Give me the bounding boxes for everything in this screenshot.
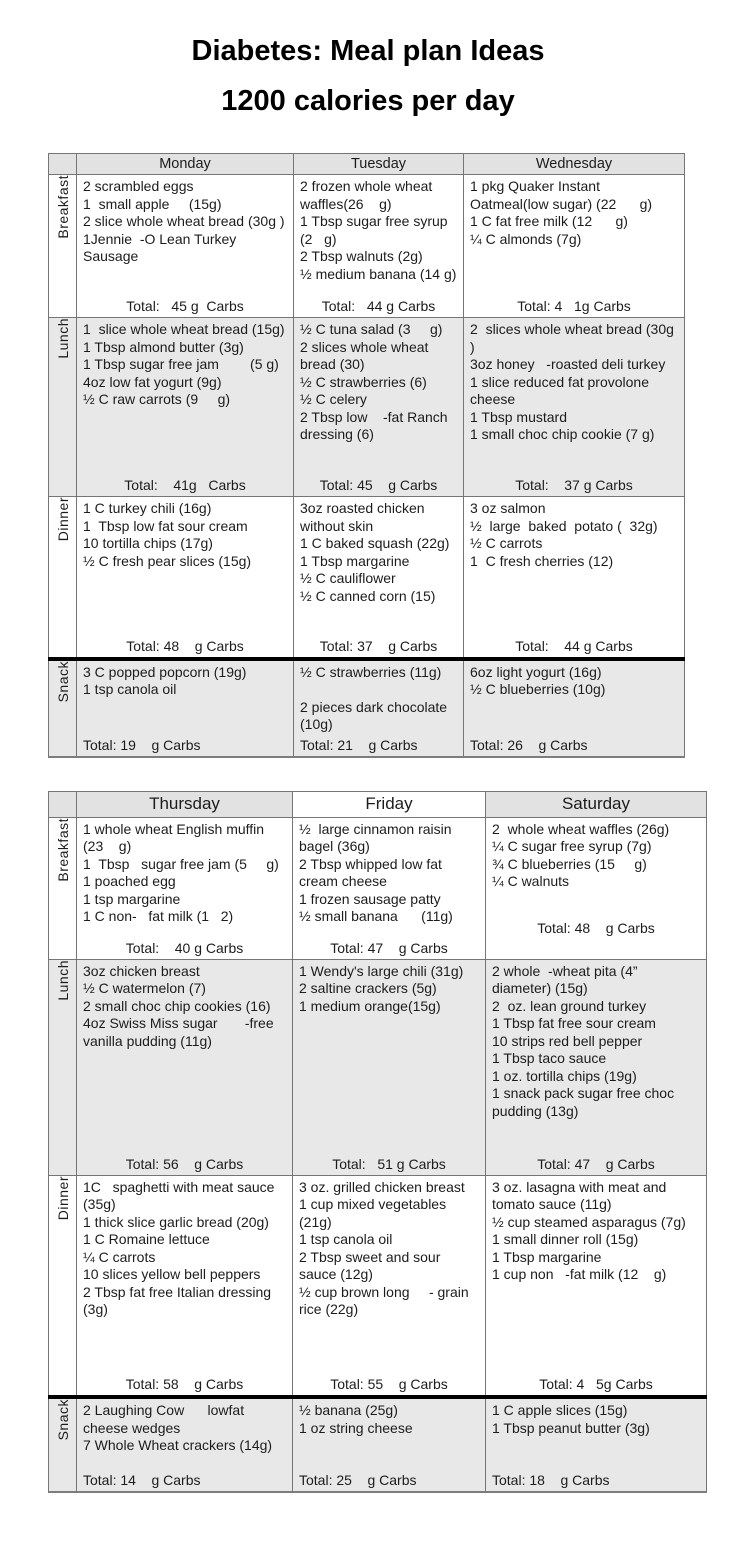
snack-row [49,659,685,757]
lunch-row [49,959,707,1175]
day-header-monday: Monday [77,154,294,175]
snack-row-label [49,1397,77,1492]
meal-items: 3 oz salmon ½ large baked potato ( 32g) ½ C carrots 1 C fresh cherries (12) [470,500,658,569]
carb-total: Total: 21 g Carbs [300,736,418,753]
cell-snack-tuesday [294,659,464,757]
meal-label-text: Lunch [54,318,71,359]
cell-breakfast-friday [293,817,486,959]
carb-total: Total: 37 g Carbs [319,637,438,654]
day-header-friday: Friday [293,791,486,817]
carb-total: Total: 41g Carbs [124,477,246,493]
meal-label-text: Snack [54,660,71,702]
carb-total: Total: 14 g Carbs [83,1472,201,1488]
carb-total: Total: 25 g Carbs [299,1472,417,1488]
meal-items: 2 slices whole wheat bread (30g ) 3oz honey -roasted deli turkey 1 slice reduced fat provolone cheese 1 Tbsp mustard 1 small choc chip cookie (7 g) [470,321,674,442]
meal-items: 1 whole wheat English muffin (23 g) 1 Tbsp sugar free jam (5 g) 1 poached egg 1 tsp margarine 1 C non- fat milk (1 2) [83,820,279,924]
meal-items: 2 scrambled eggs 1 small apple (15g) 2 slice whole wheat bread (30g ) 1Jennie -O Lean Turkey Sausage [83,178,285,264]
lunch-row [49,318,685,497]
carb-total: Total: 47 g Carbs [330,939,448,956]
cell-dinner-saturday [486,1175,707,1397]
cell-lunch-thursday [77,959,293,1175]
meal-items: 2 whole wheat waffles (26g) ¼ C sugar free syrup (7g) ¾ C blueberries (15 g) ¼ C walnuts [492,820,670,889]
meal-items: 3oz chicken breast ½ C watermelon (7) 2 small choc chip cookies (16) 4oz Swiss Miss sugar -free vanilla pudding (11g) [83,962,274,1049]
carb-total: Total: 19 g Carbs [83,736,201,753]
cell-breakfast-wednesday [464,175,685,318]
lunch-row-label [49,959,77,1175]
day-header-saturday: Saturday [486,791,707,817]
carb-total: Total: 26 g Carbs [470,736,588,753]
breakfast-row [49,175,685,318]
cell-dinner-wednesday [464,497,685,659]
meal-items: 2 whole -wheat pita (4” diameter) (15g) 2 oz. lean ground turkey 1 Tbsp fat free sour cream 10 strips red bell pepper 1 Tbsp taco sauce 1 oz. tortilla chips (19g) 1 snack pack sugar free choc pudding (13g) [492,962,675,1119]
dinner-row [49,1175,707,1397]
meal-label-text: Breakfast [54,175,71,239]
carb-total: Total: 56 g Carbs [125,1155,244,1172]
carb-total: Total: 47 g Carbs [537,1155,655,1172]
meal-items: 3 C popped popcorn (19g) 1 tsp canola oil [83,663,247,697]
meal-items: 2 Laughing Cow lowfat cheese wedges 7 Whole Wheat crackers (14g) [83,1402,273,1453]
carb-total: Total: 45 g Carbs [319,477,438,493]
cell-breakfast-saturday [486,817,707,959]
lunch-row-label [49,318,77,497]
dinner-row-label [49,1175,77,1397]
snack-row [49,1397,707,1492]
meal-items: ½ large cinnamon raisin bagel (36g) 2 Tbsp whipped low fat cream cheese 1 frozen sausage patty ½ small banana (11g) [299,820,453,924]
breakfast-row-label [49,175,77,318]
meal-items: ½ C strawberries (11g) 2 pieces dark chocolate (10g) [300,663,448,732]
day-header-row [49,154,685,175]
meal-label-text: Snack [54,1399,71,1441]
meal-label-text: Dinner [54,497,71,542]
carb-total: Total: 45 g Carbs [126,298,244,314]
cell-lunch-monday [77,318,294,497]
day-header-tuesday: Tuesday [294,154,464,175]
cell-snack-saturday [486,1397,707,1492]
dinner-row-label [49,497,77,659]
cell-breakfast-tuesday [294,175,464,318]
day-header-row [49,791,707,817]
carb-total: Total: 40 g Carbs [125,939,244,956]
cell-lunch-tuesday [294,318,464,497]
page-title [0,26,736,126]
day-header-wednesday: Wednesday [464,154,685,175]
meal-items: 1C spaghetti with meat sauce (35g) 1 thick slice garlic bread (20g) 1 C Romaine lettuce ¼ C carrots 10 slices yellow bell peppers 2 Tbsp fat free Italian dressing (3g) [83,1178,275,1317]
carb-total: Total: 37 g Carbs [515,477,633,493]
meal-items: ½ banana (25g) 1 oz string cheese [299,1402,413,1436]
carb-total: Total: 48 g Carbs [126,637,244,654]
meal-plan-table-week2 [48,791,707,1494]
page-title-line2: 1200 calories per day [221,85,515,117]
cell-dinner-friday [293,1175,486,1397]
carb-total: Total: 51 g Carbs [332,1155,446,1172]
meal-items: 6oz light yogurt (16g) ½ C blueberries (10g) [470,663,606,697]
cell-dinner-tuesday [294,497,464,659]
meal-items: 1 C turkey chili (16g) 1 Tbsp low fat sour cream 10 tortilla chips (17g) ½ C fresh pear slices (15g) [83,500,252,569]
cell-dinner-monday [77,497,294,659]
meal-items: 1 C apple slices (15g) 1 Tbsp peanut butter (3g) [492,1402,650,1436]
meal-items: 3 oz. grilled chicken breast 1 cup mixed vegetables (21g) 1 tsp canola oil 2 Tbsp sweet and sour sauce (12g) ½ cup brown long - grain rice (22g) [299,1178,469,1317]
meal-items: 1 Wendy's large chili (31g) 2 saltine crackers (5g) 1 medium orange(15g) [299,962,464,1014]
cell-breakfast-thursday [77,817,293,959]
corner-cell [49,154,77,175]
carb-total: Total: 44 g Carbs [321,298,436,314]
meal-items: 1 pkg Quaker Instant Oatmeal(low sugar) (22 g) 1 C fat free milk (12 g) ¼ C almonds (7g) [470,178,653,247]
cell-lunch-saturday [486,959,707,1175]
corner-cell [49,791,77,817]
meal-items: 3oz roasted chicken without skin 1 C baked squash (22g) 1 Tbsp margarine ½ C cauliflower ½ C canned corn (15) [300,500,450,604]
meal-plan-table-week1 [48,153,685,758]
meal-items: 2 frozen whole wheat waffles(26 g) 1 Tbsp sugar free syrup (2 g) 2 Tbsp walnuts (2g) ½ medium banana (14 g) [300,178,457,282]
carb-total: Total: 4 1g Carbs [517,298,631,314]
page-title-line1: Diabetes: Meal plan Ideas [191,35,545,67]
meal-items: ½ C tuna salad (3 g) 2 slices whole wheat bread (30) ½ C strawberries (6) ½ C celery 2 Tbsp low -fat Ranch dressing (6) [300,321,448,442]
carb-total: Total: 55 g Carbs [330,1376,448,1392]
meal-items: 1 slice whole wheat bread (15g) 1 Tbsp almond butter (3g) 1 Tbsp sugar free jam (5 g) 4oz low fat yogurt (9g) ½ C raw carrots (9 g) [83,321,285,407]
breakfast-row [49,817,707,959]
cell-snack-wednesday [464,659,685,757]
cell-snack-friday [293,1397,486,1492]
dinner-row [49,497,685,659]
cell-lunch-wednesday [464,318,685,497]
carb-total: Total: 48 g Carbs [537,919,655,936]
carb-total: Total: 58 g Carbs [125,1376,244,1392]
meal-items: 3 oz. lasagna with meat and tomato sauce (11g) ½ cup steamed asparagus (7g) 1 small dinner roll (15g) 1 Tbsp margarine 1 cup non -fat milk (12 g) [492,1178,686,1282]
meal-label-text: Breakfast [54,817,71,882]
cell-lunch-friday [293,959,486,1175]
meal-label-text: Dinner [54,1175,71,1220]
cell-snack-thursday [77,1397,293,1492]
carb-total: Total: 4 5g Carbs [539,1376,653,1392]
meal-label-text: Lunch [54,959,71,1001]
breakfast-row-label [49,817,77,959]
carb-total: Total: 18 g Carbs [492,1472,610,1488]
cell-dinner-thursday [77,1175,293,1397]
snack-row-label [49,659,77,757]
cell-snack-monday [77,659,294,757]
carb-total: Total: 44 g Carbs [515,637,633,654]
day-header-thursday: Thursday [77,791,293,817]
cell-breakfast-monday [77,175,294,318]
